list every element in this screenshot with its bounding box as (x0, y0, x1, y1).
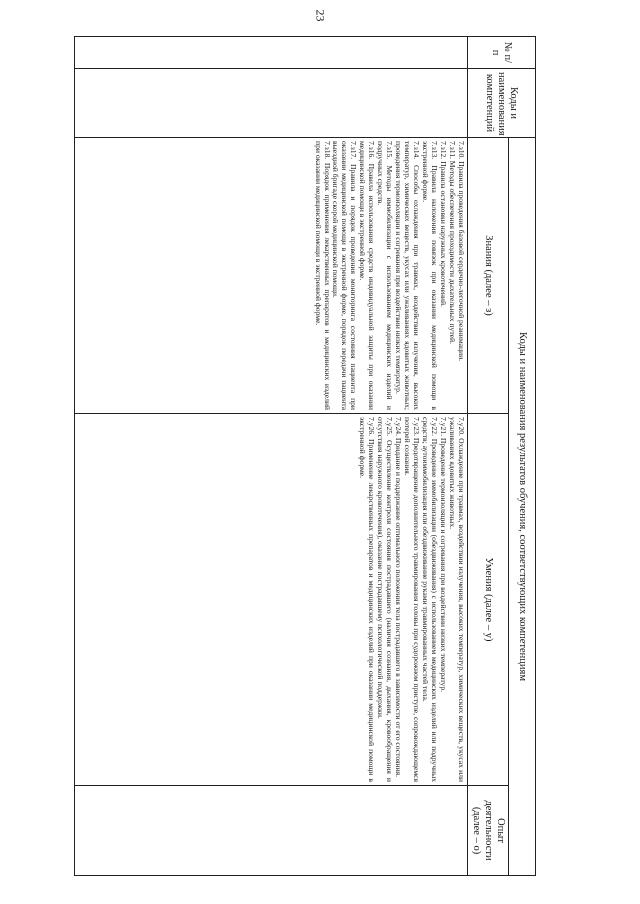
knowledge-item: 7.з17. Правила и порядок проведения мониторинга состояния пациента при оказании медицинской помощи в экстренной форме, порядок передачи пациента выездной бригаде скорой медицинской помощи. (331, 141, 359, 410)
cell-num (75, 37, 468, 69)
knowledge-item: 7.з13. Правила наложения повязок при оказании медицинской помощи в экстренной форме. (421, 141, 439, 410)
header-knowledge: Знания (далее – з) (467, 138, 508, 414)
table-row (75, 37, 468, 876)
skill-item: 7.у25. Осуществление контроля состояния пострадавшего (наличия сознания, дыхания, кровообращения и отсутствия наружного кровотечения), оказание пострадавшему психологической поддержки. (376, 417, 395, 782)
skill-item: 7.у22. Проведение иммобилизации (обездвиживания) с использованием медицинских изделий или подручных средств; аутоиммобилизация или обездвиживание руками травмированных частей тела. (421, 417, 439, 782)
cell-experience (75, 786, 468, 876)
header-experience: Опыт деятельности (далее – о) (467, 786, 508, 876)
table-header-row (509, 37, 536, 876)
knowledge-item: 7.з10. Правила проведения базовой сердечно-легочной реанимации. (456, 141, 466, 362)
knowledge-item: 7.з16. Правила использования средств индивидуальной защиты при оказании медицинской помощи в экстренной форме. (358, 141, 377, 410)
skill-item: 7.у24. Придание и поддержание оптимального положения тела пострадавшего в зависимости от его состояния. (394, 417, 404, 778)
header-results: Коды и наименования результатов обучения, соответствующих компетенциям (509, 138, 536, 876)
page-number: 23 (313, 9, 328, 22)
skill-item: 7.у21. Проведение термоизоляции и согревания при воздействии низких температур. (438, 417, 448, 693)
header-skills: Умения (далее – у) (467, 414, 508, 786)
knowledge-item: 7.з14. Способы охлаждения при травмах, воздействии излучения, высоких температур, химических веществ, укусах или ужаливаниях ядовитых животных; проведения термоизоляции и согревания при воздействии низких температур. (394, 141, 422, 410)
skill-item: 7.у20. Охлаждение при травмах, воздействии излучения, высоких температур, химических веществ, укусах или ужаливаниях ядовитых животных. (447, 417, 466, 782)
knowledge-item: 7.з15. Методы иммобилизации с использованием медицинских изделий и подручных средств. (376, 141, 395, 410)
rotated-table-container (74, 36, 536, 875)
cell-knowledge (75, 138, 468, 414)
cell-skills (75, 414, 468, 786)
header-num: № п/п (467, 37, 535, 69)
competency-table (74, 36, 536, 876)
skill-item: 7.у23. Предотвращение дополнительного травмирования головы при судорожном приступе, сопровождающемся потерей сознания. (403, 417, 422, 782)
header-codes: Коды и наименования компетенций (467, 69, 535, 138)
skill-item: 7.у26. Применение лекарственных препаратов и медицинских изделий при оказании медицинской помощи в экстренной форме. (358, 417, 377, 782)
table-subheader-row (467, 37, 508, 876)
cell-codes (75, 69, 468, 138)
knowledge-item: 7.з18. Порядок применения лекарственных препаратов и медицинских изделий при оказании медицинской помощи в экстренной форме. (313, 141, 332, 410)
knowledge-item: 7.з11. Методы обеспечения проходимости дыхательных путей. (447, 141, 457, 345)
knowledge-item: 7.з12. Правила остановки наружных кровотечений. (438, 141, 448, 307)
